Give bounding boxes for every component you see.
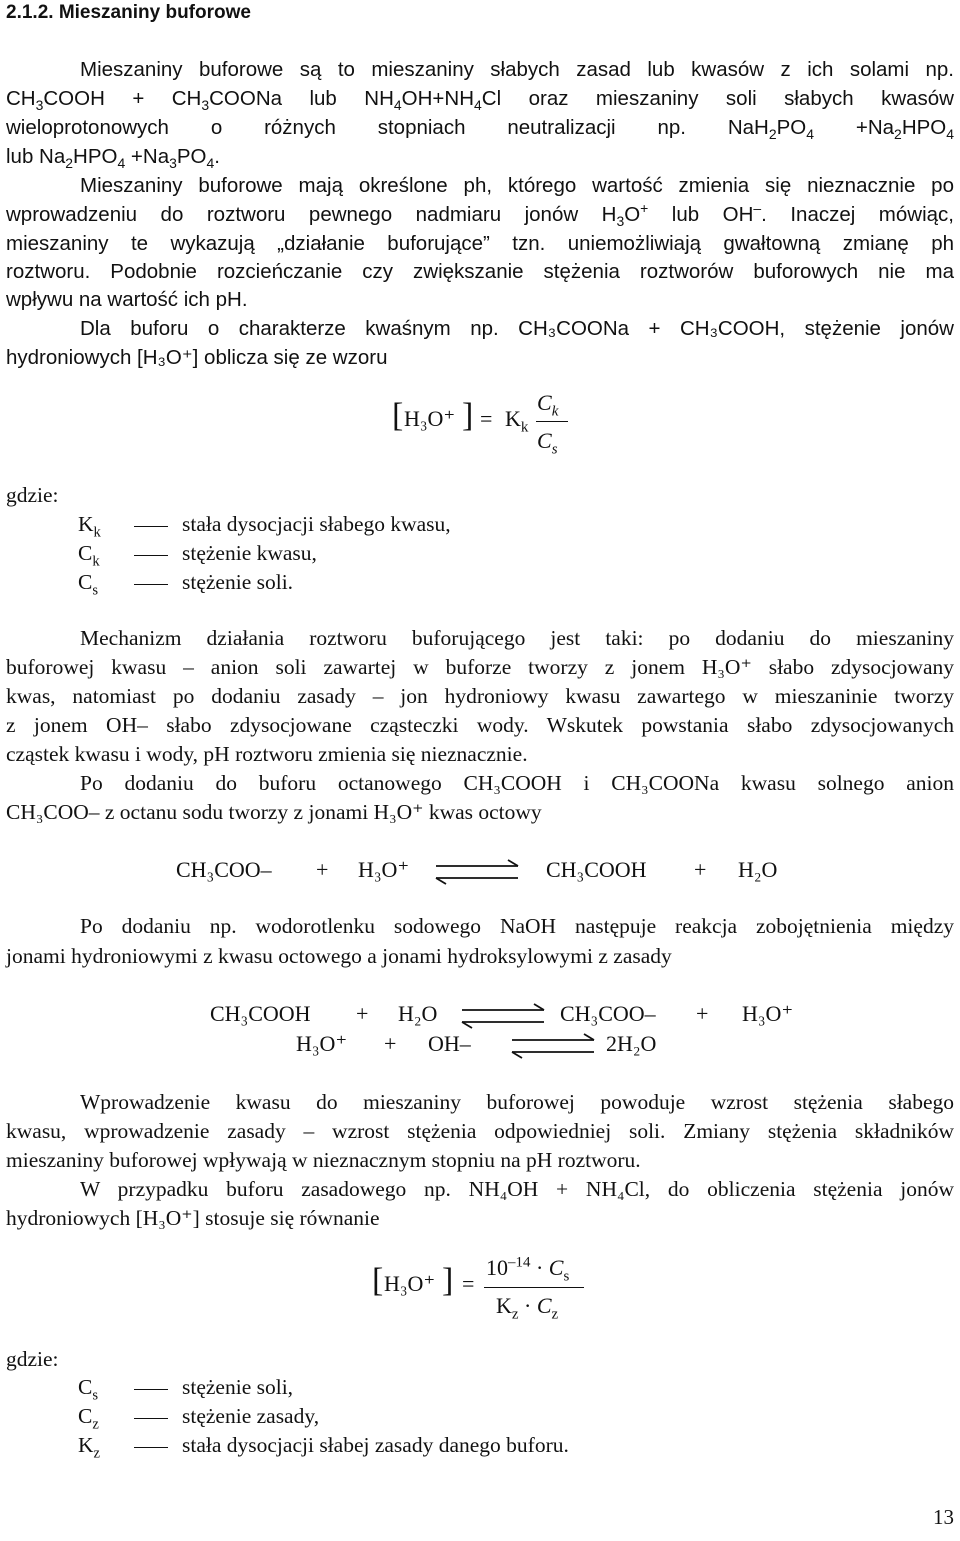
mech-line-5: cząstek kwasu i wody, pH roztworu zmienia się nieznacznie. bbox=[6, 742, 528, 766]
reaction3-a: H₃O⁺ bbox=[296, 1031, 348, 1056]
gdzie-label-2: gdzie: bbox=[6, 1347, 59, 1371]
reaction3-plus: + bbox=[384, 1031, 397, 1056]
equilibrium-arrow-icon bbox=[430, 857, 524, 887]
formula1-numerator: $C_k$ bbox=[537, 390, 559, 420]
equilibrium-arrow-icon bbox=[506, 1031, 600, 1061]
reaction2-b: H₂O bbox=[398, 1001, 438, 1026]
formula1-lhs: H₃O⁺ bbox=[404, 406, 456, 431]
naoh-line-2: jonami hydroniowymi z kwasu octowego a jonami hydroksylowymi z zasady bbox=[6, 944, 672, 968]
reaction1-c: CH₃COOH bbox=[546, 857, 647, 882]
reaction2-d: H₃O⁺ bbox=[742, 1001, 794, 1026]
wpr-line-2: kwasu, wprowadzenie zasady – wzrost stężenia odpowiedniej soli. Zmiany stężenia składników bbox=[6, 1119, 954, 1143]
para3-line-2: hydroniowych [H₃O⁺] oblicza się ze wzoru bbox=[6, 346, 388, 369]
reaction2-a: CH₃COOH bbox=[210, 1001, 311, 1026]
intro-line-3: wieloprotonowych o różnych stopniach neutralizacji np. $NaH_2PO_4 +Na_2HPO_4$ bbox=[6, 116, 955, 143]
formula2-denominator: $K_z \cdot C_z$ bbox=[496, 1293, 559, 1323]
wpr-line-1: Wprowadzenie kwasu do mieszaniny buforowej powoduje wzrost stężenia słabego bbox=[80, 1090, 954, 1114]
definition-row: $C_s$ stężenie soli. bbox=[78, 570, 294, 599]
octan-line-2: CH₃COO– z octanu sodu tworzy z jonami H₃O⁺ kwas octowy bbox=[6, 800, 542, 824]
mech-line-2: buforowej kwasu – anion soli zawartej w buforze tworzy z jonem H₃O⁺ słabo zdysocjowany bbox=[6, 655, 954, 679]
definition-row: $C_z$ stężenie zasady, bbox=[78, 1404, 320, 1433]
reaction1-plus-2: + bbox=[694, 857, 707, 882]
definition-row: $C_s$ stężenie soli, bbox=[78, 1375, 294, 1404]
reaction3-c: 2H₂O bbox=[606, 1031, 657, 1056]
formula1-equals: = bbox=[480, 406, 493, 431]
para2-line-5: wpływu na wartość ich pH. bbox=[6, 288, 248, 311]
mech-line-1: Mechanizm działania roztworu buforującego jest taki: po dodaniu do mieszaniny bbox=[80, 626, 954, 650]
para2-line-2: wprowadzeniu do roztworu pewnego nadmiaru jonów $H_3O^+$ lub OH–. Inaczej mówiąc, bbox=[6, 200, 954, 230]
definition-row: $K_z$ stała dysocjacji słabej zasady danego buforu. bbox=[78, 1433, 569, 1462]
reaction3-b: OH– bbox=[428, 1031, 471, 1056]
formula2-fraction-bar bbox=[484, 1287, 584, 1288]
para2-line-3: mieszaniny te wykazują „działanie buforujące” tzn. uniemożliwiają gwałtowną zmianę ph bbox=[6, 232, 954, 255]
octan-line-1: Po dodaniu do buforu octanowego CH₃COOH i CH₃COONa kwasu solnego anion bbox=[80, 771, 954, 795]
formula1-k: $K_k$ bbox=[505, 406, 529, 436]
para2-line-1: Mieszaniny buforowe mają określone ph, którego wartość zmienia się nieznacznie po bbox=[80, 174, 954, 197]
wpr-line-5: hydroniowych [H₃O⁺] stosuje się równanie bbox=[6, 1206, 380, 1230]
definition-row: $K_k$ stała dysocjacji słabego kwasu, bbox=[78, 512, 451, 541]
gdzie-label-1: gdzie: bbox=[6, 483, 59, 507]
mech-line-4: z jonem OH– słabo zdysocjowane cząsteczki wody. Wskutek powstania słabo zdysocjowanych bbox=[6, 713, 954, 737]
reaction1-a: CH₃COO– bbox=[176, 857, 272, 882]
formula1-denominator: $C_s$ bbox=[537, 428, 558, 458]
reaction2-plus-1: + bbox=[356, 1001, 369, 1026]
reaction1-plus-1: + bbox=[316, 857, 329, 882]
left-bracket: [ bbox=[372, 1262, 384, 1299]
wpr-line-3: mieszaniny buforowej wpływają w nieznacznym stopniu na pH roztworu. bbox=[6, 1148, 641, 1172]
reaction1-d: H₂O bbox=[738, 857, 778, 882]
formula2-numerator: $10^{-14} \cdot C_s$ bbox=[486, 1254, 570, 1285]
mech-line-3: kwas, natomiast po dodaniu zasady – jon hydroniowy kwasu zawartego w mieszaninie tworzy bbox=[6, 684, 954, 708]
naoh-line-1: Po dodaniu np. wodorotlenku sodowego NaOH następuje reakcja zobojętnienia między bbox=[80, 914, 954, 938]
right-bracket: ] bbox=[462, 397, 474, 434]
definition-row: $C_k$ stężenie kwasu, bbox=[78, 541, 317, 570]
para2-line-4: roztworu. Podobnie rozcieńczanie czy zwiększanie stężenia roztworów buforowych nie ma bbox=[6, 260, 954, 283]
para3-line-1: Dla buforu o charakterze kwaśnym np. CH₃COONa + CH₃COOH, stężenie jonów bbox=[80, 317, 954, 340]
left-bracket: [ bbox=[392, 397, 404, 434]
right-bracket: ] bbox=[442, 1262, 454, 1299]
reaction2-plus-2: + bbox=[696, 1001, 709, 1026]
intro-line-1: Mieszaniny buforowe są to mieszaniny słabych zasad lub kwasów z ich solami np. bbox=[80, 58, 954, 81]
reaction1-b: H₃O⁺ bbox=[358, 857, 410, 882]
formula2-equals: = bbox=[462, 1271, 475, 1296]
formula1-fraction-bar bbox=[536, 421, 568, 422]
reaction2-c: CH₃COO– bbox=[560, 1001, 656, 1026]
formula2-lhs: H₃O⁺ bbox=[384, 1271, 436, 1296]
page-number: 13 bbox=[933, 1505, 954, 1529]
section-heading: 2.1.2. Mieszaniny buforowe bbox=[6, 2, 251, 23]
equilibrium-arrow-icon bbox=[456, 1001, 550, 1031]
intro-line-2: $CH_3COOH$ + $CH_3COONa$ lub $NH_4OH+NH_4Cl$ oraz mieszaniny soli słabych kwasów bbox=[6, 87, 954, 114]
intro-line-4: lub $Na_2HPO_4 +Na_3PO_4$. bbox=[6, 145, 220, 172]
wpr-line-4: W przypadku buforu zasadowego np. NH₄OH + NH₄Cl, do obliczenia stężenia jonów bbox=[80, 1177, 954, 1201]
